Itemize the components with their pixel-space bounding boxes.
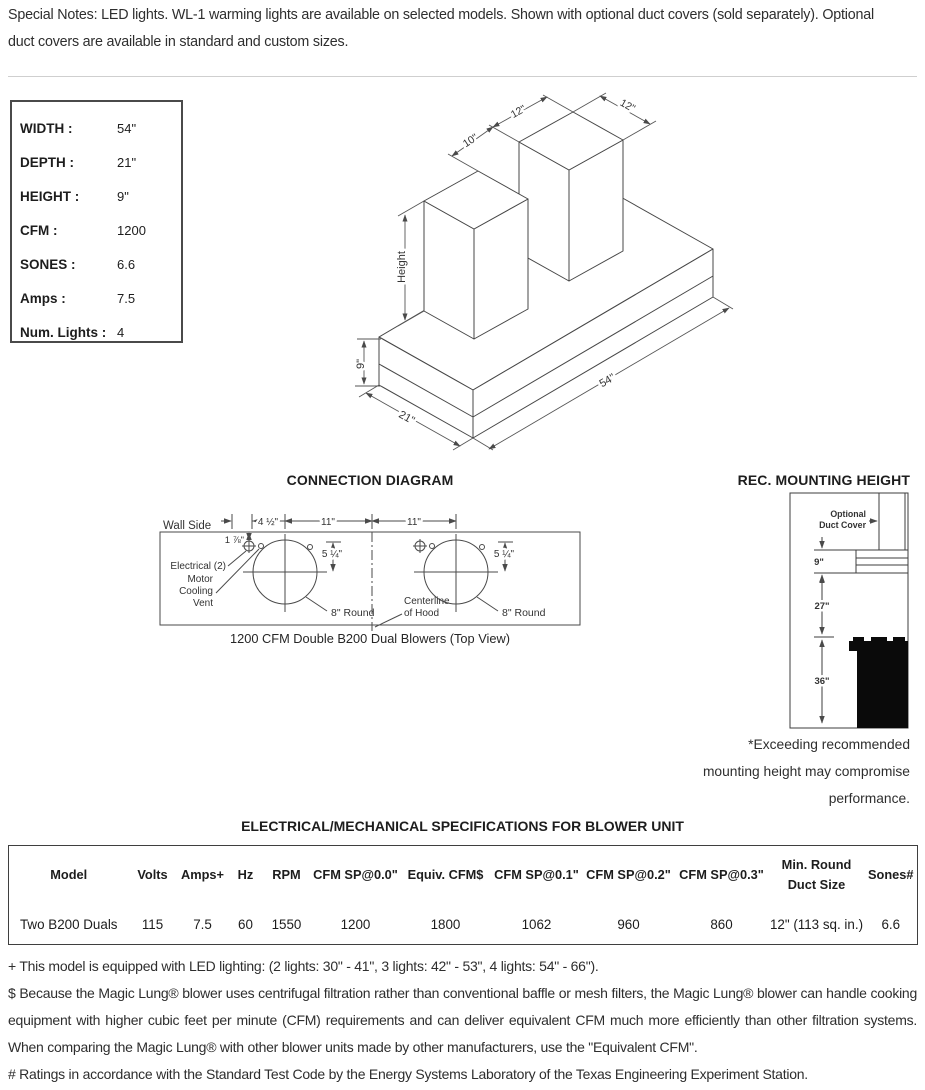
col-header-rpm: RPM <box>272 867 301 883</box>
spec-value-amps: 7.5 <box>117 291 136 306</box>
dim-1-78: 1 ⅞" <box>224 535 244 546</box>
iso-dim-9: 9" <box>355 358 367 370</box>
spec-row-amps <box>12 282 181 316</box>
col-header-model: Model <box>50 867 88 883</box>
col-header-hz: Hz <box>237 867 254 883</box>
cell-cfm-03: 860 <box>710 916 733 932</box>
special-notes-text: Special Notes: LED lights. WL-1 warming lights are available on selected models. Shown with optional duct covers (sold separately). Optional duct covers are available in standard and custom sizes. <box>8 7 874 50</box>
spec-row-depth <box>12 146 181 180</box>
col-header-cfm-00: CFM SP@0.0" <box>313 867 398 883</box>
mounting-height-title: REC. MOUNTING HEIGHT <box>737 472 910 488</box>
cell-volts: 115 <box>141 916 164 932</box>
spec-label-depth: DEPTH : <box>20 155 74 170</box>
spec-row-sones <box>12 248 181 282</box>
cell-sones: 6.6 <box>881 916 901 932</box>
dim-11-b: 11" <box>407 517 421 528</box>
spec-value-cfm: 1200 <box>117 223 146 238</box>
cell-duct-size: 12" (113 sq. in.) <box>769 916 864 932</box>
footnote-hash: # Ratings in accordance with the Standard Test Code by the Energy Systems Laboratory of the Texas Engineering Experiment Station. <box>8 1066 808 1082</box>
cell-equiv-cfm: 1800 <box>430 916 461 932</box>
mounting-note: *Exceeding recommended mounting height may compromise performance. <box>702 737 910 806</box>
col-header-cfm-03: CFM SP@0.3" <box>679 867 764 883</box>
spec-row-cfm <box>12 214 181 248</box>
round-duct-label-a: 8" Round <box>331 607 375 619</box>
dim-11-a: 11" <box>321 517 335 528</box>
centerline-label-1: Centerline <box>404 596 450 607</box>
spec-value-depth: 21" <box>117 155 137 170</box>
spec-label-lights: Num. Lights : <box>20 325 107 340</box>
cell-hz: 60 <box>238 916 253 932</box>
spec-label-height: HEIGHT : <box>20 189 80 204</box>
round-duct-label-b: 8" Round <box>502 607 546 619</box>
spec-label-width: WIDTH : <box>20 121 73 136</box>
spec-label-cfm: CFM : <box>20 223 58 238</box>
iso-dim-10: 10" <box>460 131 481 151</box>
col-header-cfm-01: CFM SP@0.1" <box>494 867 579 883</box>
electrical-label: Electrical (2) <box>170 561 226 572</box>
optional-duct-label-1: Optional <box>830 509 866 519</box>
table-data-row <box>9 904 918 945</box>
col-header-cfm-02: CFM SP@0.2" <box>586 867 671 883</box>
footnote-plus: + This model is equipped with LED lighting: (2 lights: 30" - 41", 3 lights: 42" - 53", 4 lights: 54" - 66"). <box>8 958 599 974</box>
mount-dim-9: 9" <box>814 557 824 568</box>
spec-row-height <box>12 180 181 214</box>
iso-dim-54: 54" <box>597 371 618 391</box>
motor-label-2: Cooling <box>179 586 213 597</box>
cell-model: Two B200 Duals <box>19 916 118 932</box>
range-silhouette <box>849 637 908 728</box>
spec-row-lights <box>12 316 181 350</box>
col-header-sones: Sones# <box>867 867 914 883</box>
dim-4-half: 4 ½" <box>257 517 279 528</box>
mount-dim-27: 27" <box>814 601 830 612</box>
hood-body-lines <box>379 112 713 438</box>
wall-side-label: Wall Side <box>163 520 212 532</box>
optional-duct-label-2: Duct Cover <box>819 520 866 530</box>
footnote-dollar: $ Because the Magic Lung® blower uses centrifugal filtration rather than conventional baffle or mesh filters, the Magic Lung® blower can handle cooking equipment with higher cubic feet per minute (CFM) requirements and can deliver equivalent CFM much more efficiently than other filtration systems. When comparing the Magic Lung® with other blower units made by other manufacturers, use the "Equivalent CFM". <box>8 985 917 1055</box>
col-header-equiv-cfm: Equiv. CFM$ <box>407 867 484 883</box>
iso-dim-12a: 12" <box>508 102 529 121</box>
dim-5-14-a: 5 ¼" <box>321 549 343 560</box>
cell-rpm: 1550 <box>271 916 302 932</box>
spec-value-width: 54" <box>117 121 137 136</box>
spec-label-amps: Amps : <box>20 291 66 306</box>
connection-diagram <box>140 505 600 633</box>
spec-value-sones: 6.6 <box>117 257 136 272</box>
connection-diagram-title: CONNECTION DIAGRAM <box>286 472 454 488</box>
motor-label-3: Vent <box>192 598 213 609</box>
table-header-row <box>9 846 918 905</box>
spec-value-lights: 4 <box>117 325 125 340</box>
cell-cfm-01: 1062 <box>521 916 552 932</box>
dim-5-14-b: 5 ¼" <box>493 549 515 560</box>
spec-value-height: 9" <box>117 189 129 204</box>
cell-cfm-02: 960 <box>617 916 640 932</box>
cell-amps: 7.5 <box>193 916 212 932</box>
connection-caption: 1200 CFM Double B200 Dual Blowers (Top View) <box>229 631 510 646</box>
cell-cfm-00: 1200 <box>340 916 371 932</box>
iso-dim-21: 21" <box>396 408 417 428</box>
iso-height-label: Height <box>396 251 408 283</box>
table-title: ELECTRICAL/MECHANICAL SPECIFICATIONS FOR BLOWER UNIT <box>241 818 684 834</box>
mounting-height-diagram <box>780 490 920 735</box>
centerline-label-2: of Hood <box>404 608 440 619</box>
col-header-duct-size: Min. Round Duct Size <box>781 857 852 892</box>
col-header-amps: Amps+ <box>180 867 225 883</box>
blower-spec-table <box>8 845 918 945</box>
isometric-hood-drawing <box>330 85 750 465</box>
spec-label-sones: SONES : <box>20 257 76 272</box>
footnotes-block <box>8 953 917 1088</box>
spec-row-width <box>12 112 181 146</box>
motor-label-1: Motor <box>187 574 213 585</box>
mount-dim-36: 36" <box>814 676 830 687</box>
col-header-volts: Volts <box>137 867 168 883</box>
iso-dim-12b: 12" <box>617 96 638 115</box>
spec-summary-box <box>10 100 183 343</box>
horizontal-divider <box>8 76 917 77</box>
